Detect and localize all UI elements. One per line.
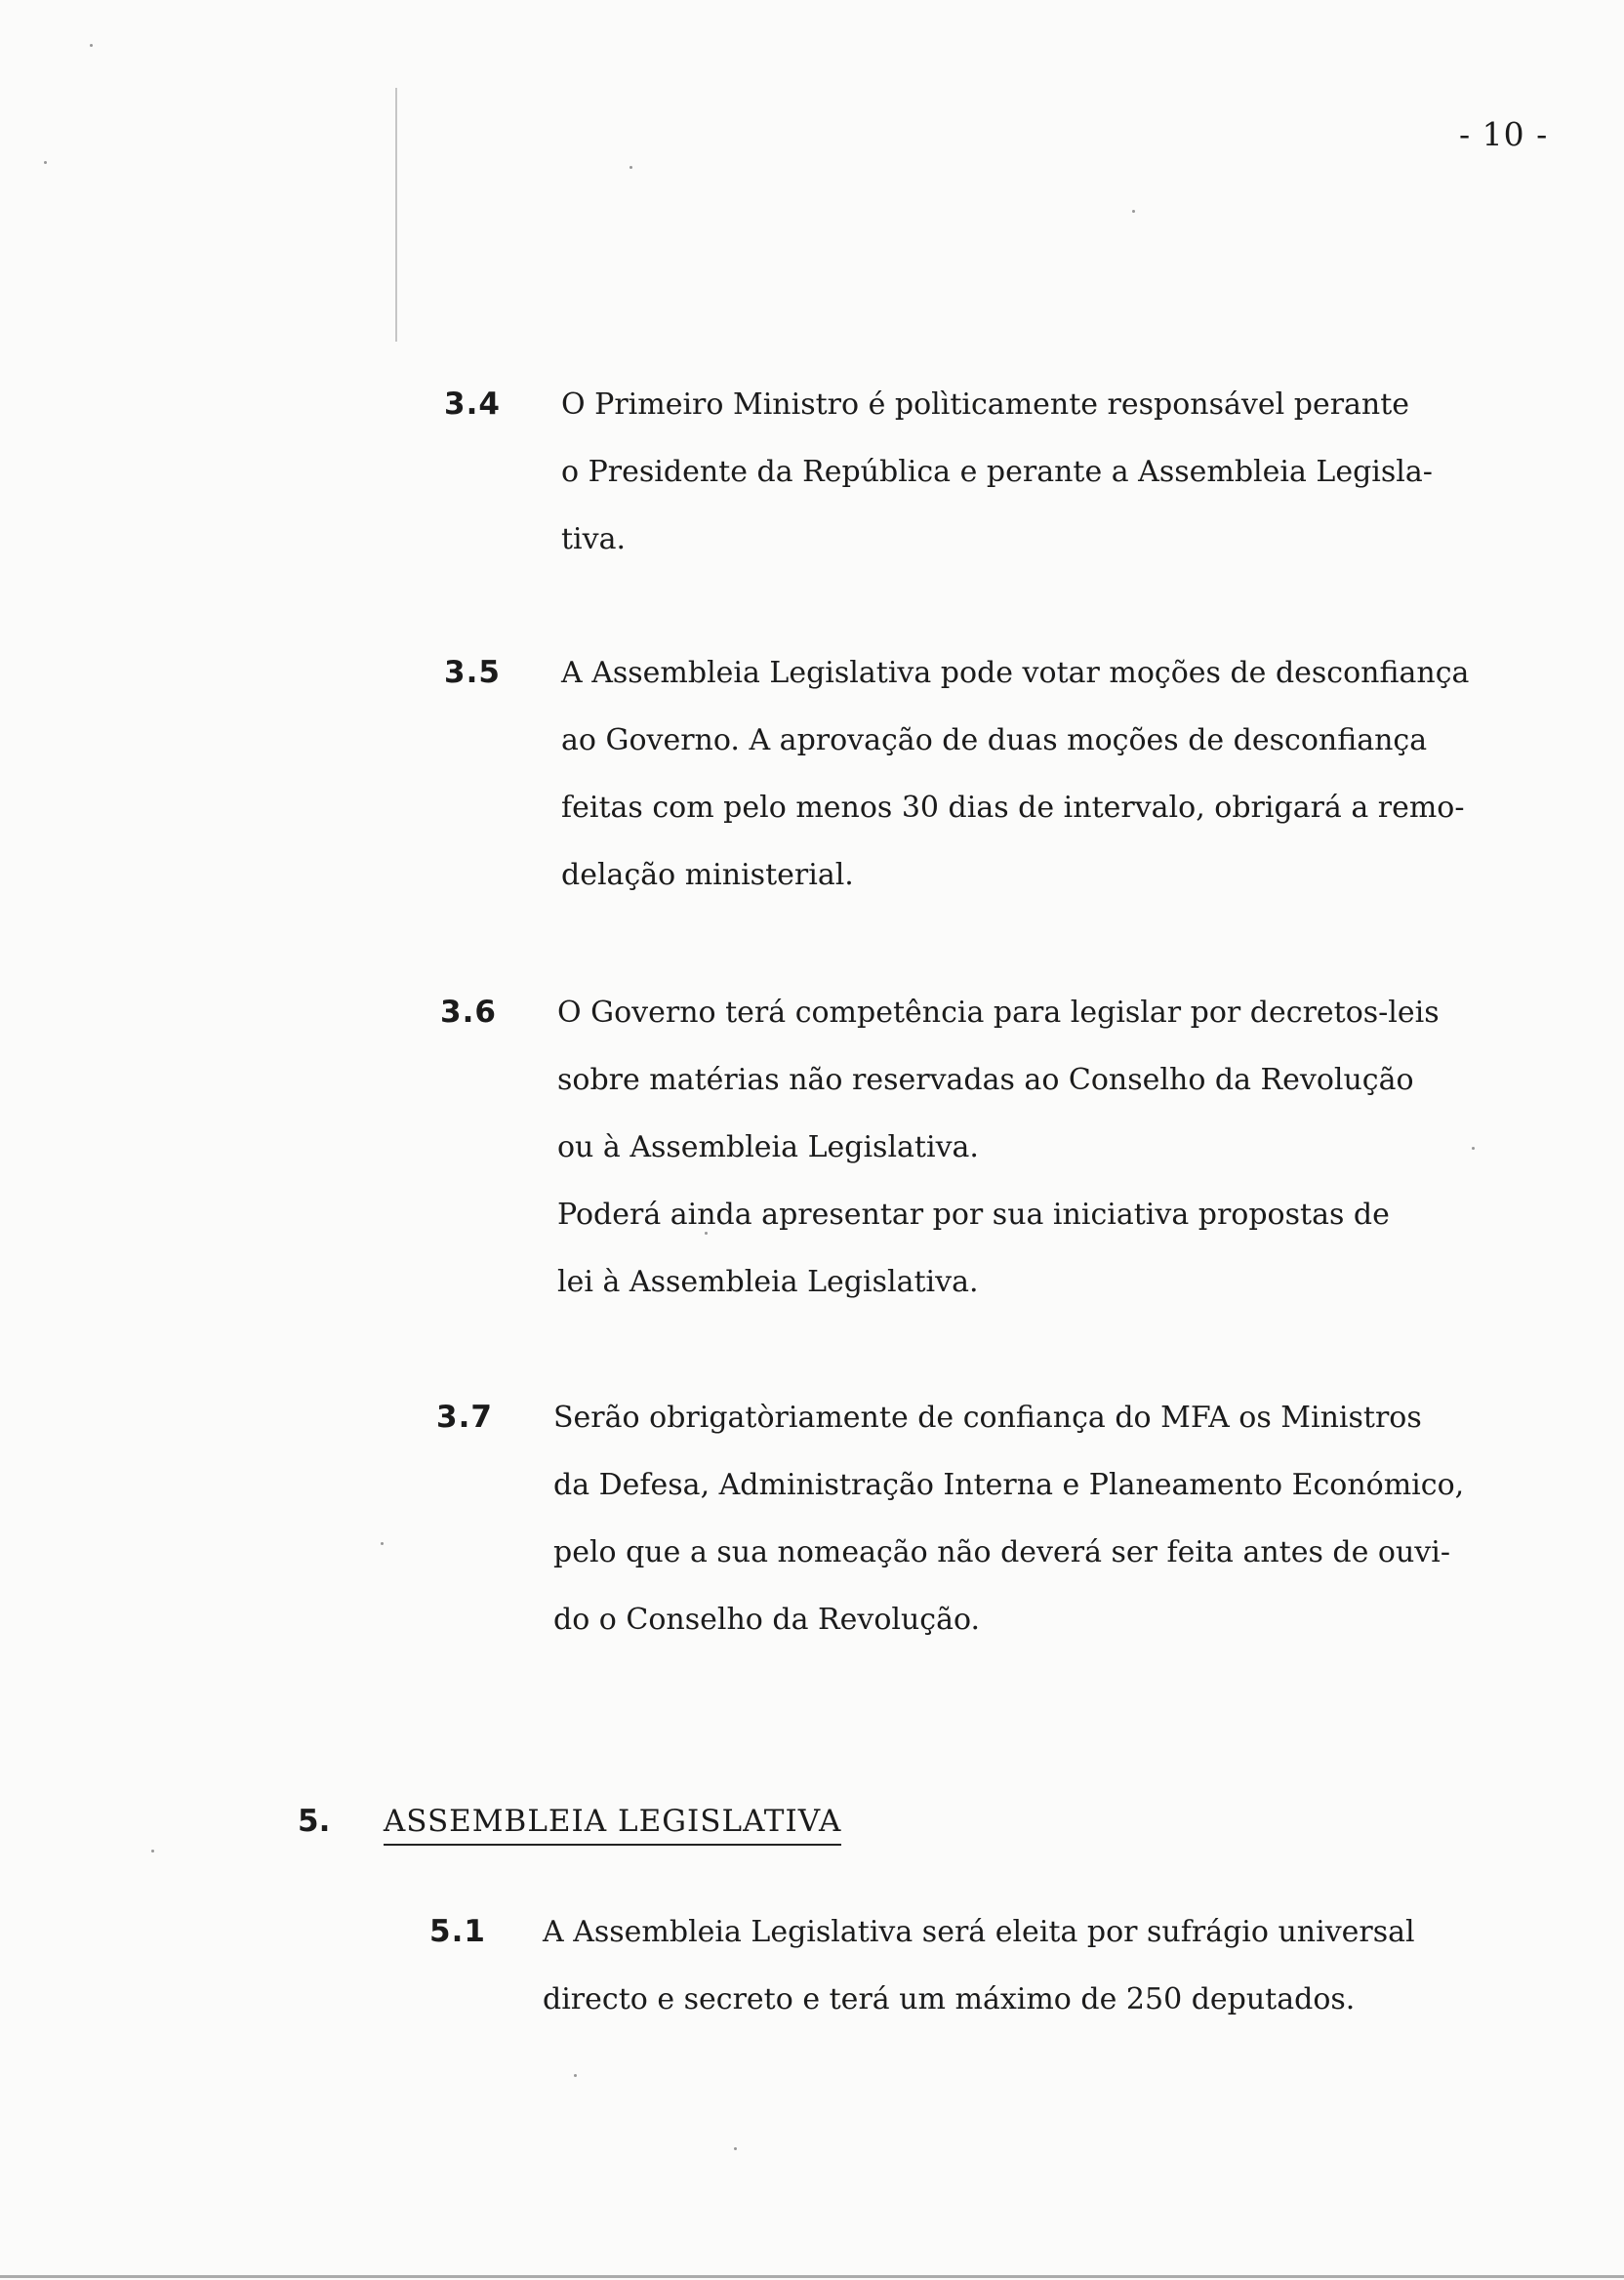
scan-speck — [574, 2074, 577, 2077]
scan-speck — [90, 44, 93, 47]
clause-body — [557, 979, 1592, 1316]
clause-line: Poderá ainda apresentar por sua iniciativa propostas de — [557, 1198, 1390, 1232]
clause-line: ou à Assembleia Legislativa. — [557, 1130, 979, 1164]
clause-line: Serão obrigatòriamente de confiança do MFA os Ministros — [553, 1401, 1422, 1435]
clause-line: do o Conselho da Revolução. — [553, 1603, 981, 1637]
section-heading — [298, 1788, 841, 1855]
section-number: 5. — [298, 1804, 331, 1839]
clause-line: O Governo terá competência para legislar por decretos-leis — [557, 996, 1440, 1030]
clause-line: o Presidente da República e perante a Assembleia Legisla- — [561, 455, 1433, 489]
clause-line: pelo que a sua nomeação não deverá ser feita antes de ouvi- — [553, 1535, 1450, 1569]
clause-number: 3.4 — [444, 387, 501, 422]
clause-body — [553, 1384, 1588, 1653]
clause-body — [561, 639, 1596, 909]
scan-bottom-edge — [0, 2275, 1624, 2278]
clause-line: ao Governo. A aprovação de duas moções de desconfiança — [561, 723, 1428, 757]
clause-body — [543, 1898, 1577, 2033]
clause-line: sobre matérias não reservadas ao Conselho da Revolução — [557, 1063, 1414, 1097]
page-number: - 10 - — [1459, 115, 1549, 153]
section-title: ASSEMBLEIA LEGISLATIVA — [384, 1803, 842, 1846]
scan-speck — [151, 1850, 154, 1852]
clause-line: directo e secreto e terá um máximo de 250 deputados. — [543, 1982, 1356, 2016]
clause-line: A Assembleia Legislativa será eleita por sufrágio universal — [543, 1915, 1415, 1949]
scan-speck — [1132, 210, 1135, 213]
clause-number: 3.5 — [444, 655, 501, 690]
clause-line: delação ministerial. — [561, 858, 854, 892]
scan-speck — [381, 1542, 384, 1545]
clause-line: lei à Assembleia Legislativa. — [557, 1265, 979, 1299]
scan-speck — [734, 2147, 737, 2150]
margin-mark — [395, 88, 397, 342]
clause-body — [561, 371, 1596, 573]
scan-speck — [1472, 1147, 1475, 1150]
clause-line: da Defesa, Administração Interna e Planeamento Económico, — [553, 1468, 1465, 1502]
clause-line: feitas com pelo menos 30 dias de intervalo, obrigará a remo- — [561, 791, 1465, 825]
clause-number: 3.6 — [440, 995, 497, 1030]
scan-speck — [705, 1232, 708, 1235]
clause-number: 5.1 — [429, 1914, 486, 1949]
clause-line: tiva. — [561, 522, 627, 556]
clause-line: A Assembleia Legislativa pode votar moções de desconfiança — [561, 656, 1470, 690]
clause-line: O Primeiro Ministro é polìticamente responsável perante — [561, 387, 1410, 422]
scan-speck — [629, 166, 632, 169]
clause-number: 3.7 — [436, 1400, 493, 1435]
scan-speck — [44, 161, 47, 164]
